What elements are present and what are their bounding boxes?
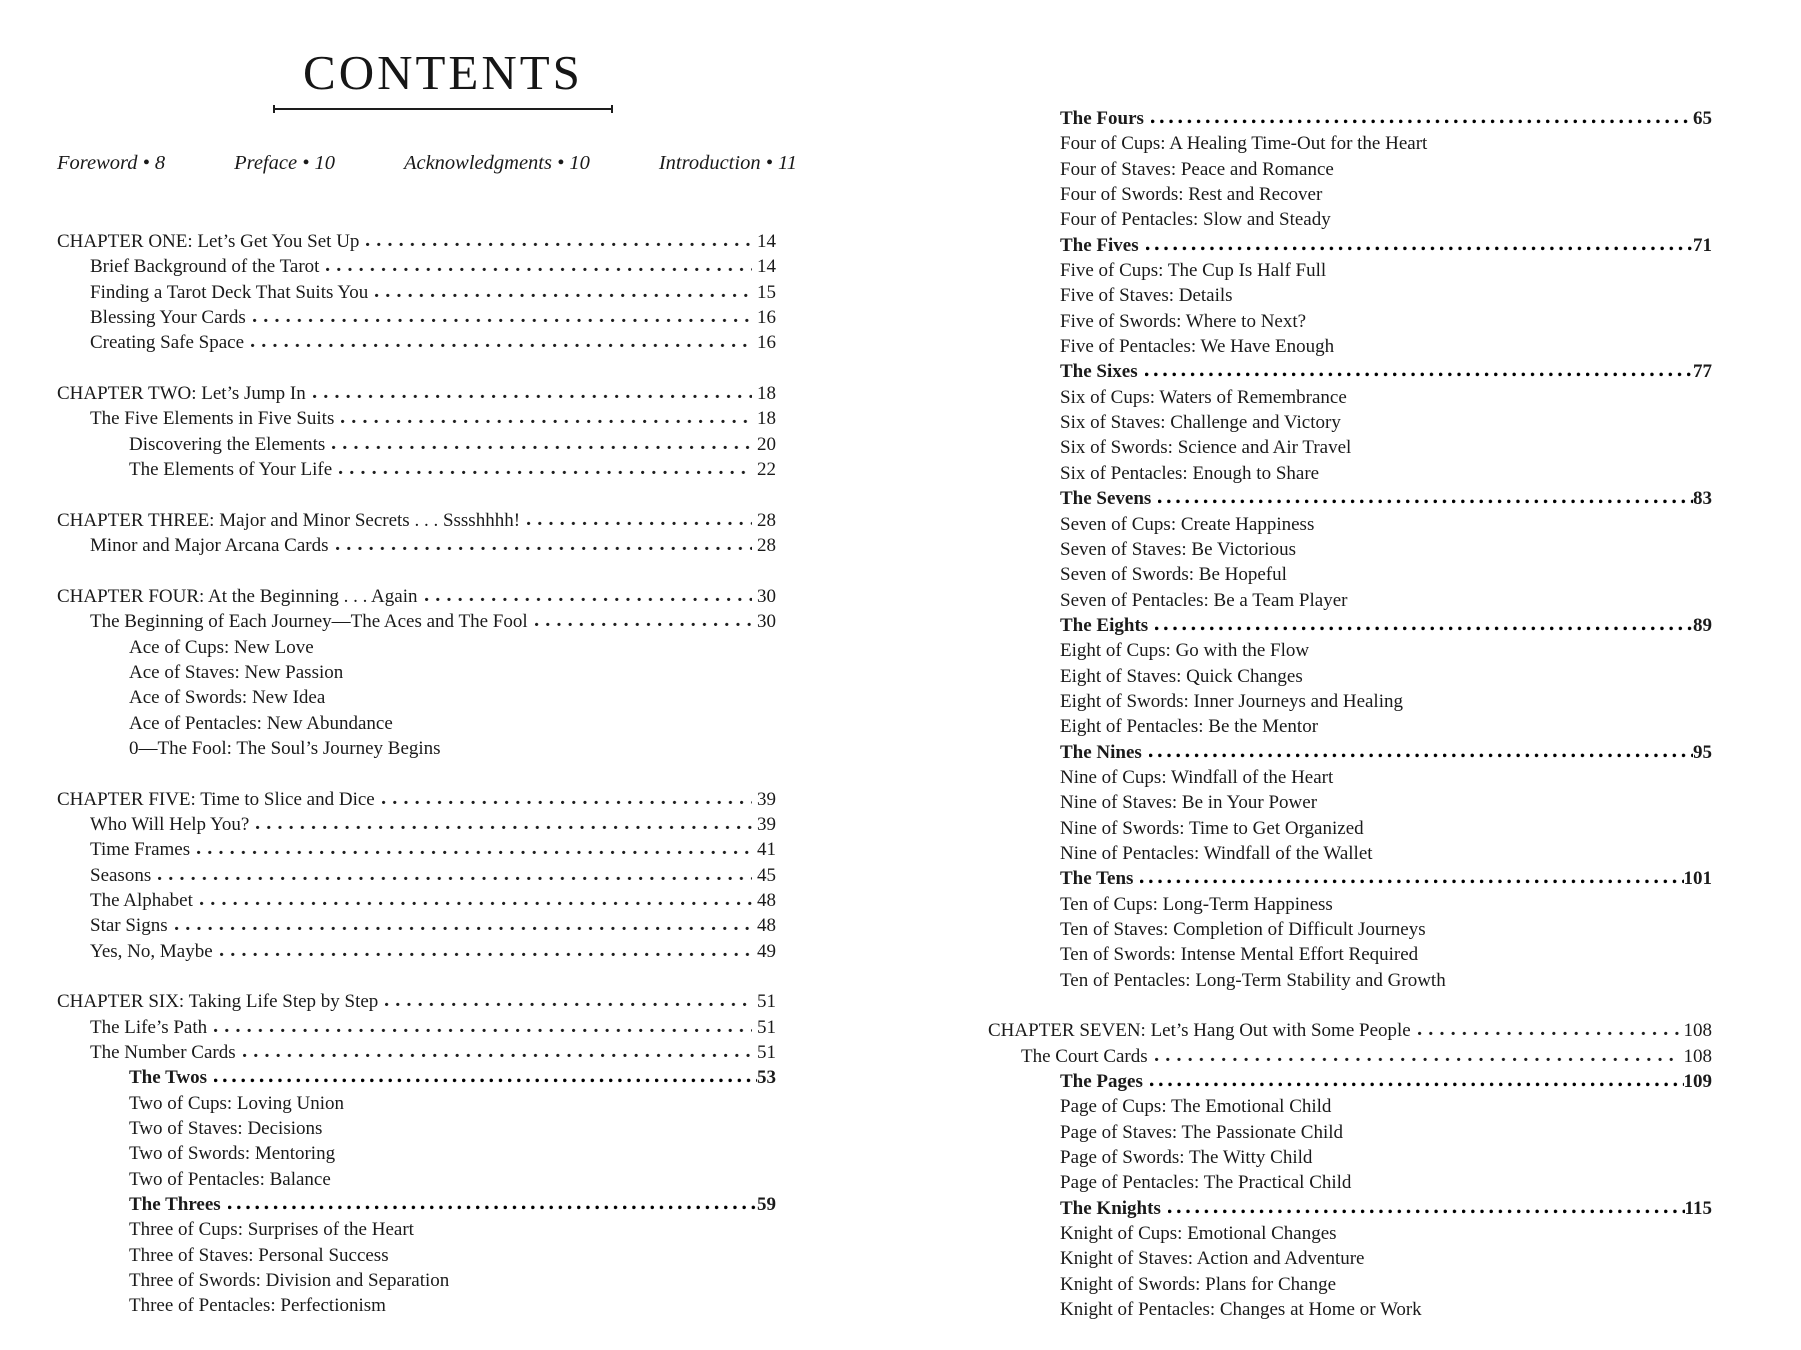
toc-entry xyxy=(988,334,1712,359)
toc-entry xyxy=(988,1170,1712,1195)
toc-entry xyxy=(57,736,776,761)
toc-entry xyxy=(988,157,1712,182)
toc-entry xyxy=(988,410,1712,435)
toc-entry-title: Six of Cups: Waters of Remembrance xyxy=(1060,386,1347,408)
toc-entry xyxy=(988,1297,1712,1322)
toc-entry xyxy=(988,613,1712,638)
toc-entry-title: Five of Staves: Details xyxy=(1060,285,1233,307)
toc-entry xyxy=(988,638,1712,663)
dot-leader xyxy=(1140,878,1683,884)
toc-entry xyxy=(57,229,776,254)
dot-leader xyxy=(1158,498,1693,504)
toc-entry-title: The Twos xyxy=(129,1067,207,1089)
toc-entry-title: The Nines xyxy=(1060,741,1142,763)
toc-entry-title: Page of Cups: The Emotional Child xyxy=(1060,1096,1332,1118)
toc-entry xyxy=(57,888,776,913)
toc-entry-page: 15 xyxy=(757,281,776,303)
toc-entry-title: Nine of Swords: Time to Get Organized xyxy=(1060,817,1364,839)
toc-entry-title: Knight of Swords: Plans for Change xyxy=(1060,1273,1337,1295)
toc-entry-title: Three of Cups: Surprises of the Heart xyxy=(129,1219,414,1241)
toc-entry-page: 14 xyxy=(757,231,776,252)
toc-entry xyxy=(57,1091,776,1116)
toc-entry xyxy=(988,841,1712,866)
toc-entry xyxy=(57,660,776,685)
toc-entry-title: CHAPTER THREE: Major and Minor Secrets . . . Sssshhhh! xyxy=(57,509,521,531)
toc-entry xyxy=(988,1044,1712,1069)
toc-section xyxy=(988,1018,1712,1322)
toc-entry-title: Yes, No, Maybe xyxy=(90,940,213,962)
toc-entry xyxy=(988,207,1712,232)
toc-entry-title: Time Frames xyxy=(90,839,191,861)
toc-entry-page: 39 xyxy=(757,788,776,810)
dot-leader xyxy=(1155,625,1693,631)
toc-entry-title: Four of Staves: Peace and Romance xyxy=(1060,158,1334,180)
toc-entry-page: 83 xyxy=(1693,488,1712,510)
toc-entry xyxy=(988,486,1712,511)
toc-entry-title: The Fives xyxy=(1060,234,1139,256)
dot-leader xyxy=(158,875,752,881)
toc-entry-page: 22 xyxy=(757,459,776,481)
toc-entry xyxy=(57,1293,776,1318)
dot-leader xyxy=(214,1077,757,1083)
toc-entry-title: Two of Cups: Loving Union xyxy=(129,1092,345,1114)
dot-leader xyxy=(385,1001,752,1007)
dot-leader xyxy=(366,241,752,247)
toc-entry-page: 41 xyxy=(757,839,776,861)
toc-entry-title: The Knights xyxy=(1060,1197,1161,1219)
front-matter xyxy=(57,152,797,175)
toc-entry-title: Knight of Cups: Emotional Changes xyxy=(1060,1223,1337,1245)
toc-entry-page: 45 xyxy=(757,864,776,886)
toc-entry-title: Knight of Pentacles: Changes at Home or Work xyxy=(1060,1299,1422,1321)
dot-leader xyxy=(251,342,752,348)
toc-entry xyxy=(988,740,1712,765)
toc-entry-title: The Alphabet xyxy=(90,889,193,911)
toc-entry xyxy=(988,435,1712,460)
toc-entry xyxy=(988,714,1712,739)
toc-entry xyxy=(988,385,1712,410)
toc-entry xyxy=(988,1069,1712,1094)
toc-entry-page: 77 xyxy=(1693,361,1712,383)
toc-entry-title: Who Will Help You? xyxy=(90,813,250,835)
toc-entry-title: Page of Pentacles: The Practical Child xyxy=(1060,1172,1352,1194)
toc-entry-title: Star Signs xyxy=(90,915,168,937)
toc-entry xyxy=(988,182,1712,207)
toc-entry-title: Two of Staves: Decisions xyxy=(129,1118,323,1140)
toc-entry-page: 39 xyxy=(757,813,776,835)
toc-entry xyxy=(57,508,776,533)
dot-leader xyxy=(214,1027,752,1033)
page-title: CONTENTS xyxy=(303,45,583,100)
toc-entry xyxy=(57,584,776,609)
toc-entry-title: CHAPTER TWO: Let’s Jump In xyxy=(57,383,306,405)
dot-leader xyxy=(1168,1208,1685,1214)
toc-entry-title: Eight of Pentacles: Be the Mentor xyxy=(1060,716,1319,738)
toc-right-column xyxy=(988,106,1712,1323)
toc-entry xyxy=(57,787,776,812)
toc-entry-page: 108 xyxy=(1683,1020,1712,1042)
toc-entry xyxy=(57,1243,776,1268)
dot-leader xyxy=(256,824,752,830)
toc-entry xyxy=(988,968,1712,993)
toc-entry xyxy=(988,588,1712,613)
toc-entry xyxy=(988,258,1712,283)
toc-entry xyxy=(988,917,1712,942)
toc-entry-page: 53 xyxy=(757,1067,776,1089)
toc-section xyxy=(57,989,776,1318)
dot-leader xyxy=(243,1052,752,1058)
toc-entry-title: Seven of Staves: Be Victorious xyxy=(1060,538,1296,560)
toc-entry xyxy=(57,1040,776,1065)
toc-entry xyxy=(57,330,776,355)
toc-entry xyxy=(57,254,776,279)
toc-entry-title: Ten of Pentacles: Long-Term Stability and Growth xyxy=(1060,969,1446,991)
dot-leader xyxy=(336,545,753,551)
toc-entry xyxy=(57,1192,776,1217)
toc-entry xyxy=(57,1268,776,1293)
toc-entry-title: Four of Swords: Rest and Recover xyxy=(1060,184,1323,206)
toc-entry-title: Blessing Your Cards xyxy=(90,307,246,329)
front-matter-item: Foreword • 8 xyxy=(57,152,166,174)
toc-entry-page: 20 xyxy=(757,433,776,455)
toc-entry xyxy=(988,942,1712,967)
toc-entry-title: Page of Swords: The Witty Child xyxy=(1060,1147,1313,1169)
toc-entry-page: 89 xyxy=(1693,614,1712,636)
toc-entry-page: 115 xyxy=(1684,1197,1712,1219)
toc-entry-page: 30 xyxy=(757,585,776,607)
toc-section xyxy=(988,106,1712,993)
toc-entry-page: 59 xyxy=(757,1194,776,1216)
dot-leader xyxy=(220,951,752,957)
toc-entry-title: Ten of Staves: Completion of Difficult Journeys xyxy=(1060,919,1426,940)
dot-leader xyxy=(1418,1030,1679,1036)
dot-leader xyxy=(527,520,752,526)
toc-entry xyxy=(57,1167,776,1192)
toc-entry xyxy=(988,1246,1712,1271)
toc-entry-title: The Sixes xyxy=(1060,361,1138,383)
toc-entry-title: The Beginning of Each Journey—The Aces and The Fool xyxy=(90,611,528,633)
toc-entry xyxy=(988,283,1712,308)
toc-entry-title: Creating Safe Space xyxy=(90,332,245,354)
toc-entry xyxy=(988,359,1712,384)
toc-entry xyxy=(988,664,1712,689)
toc-entry xyxy=(57,533,776,558)
toc-entry xyxy=(988,1145,1712,1170)
toc-entry xyxy=(57,913,776,938)
toc-entry xyxy=(988,765,1712,790)
toc-entry-page: 109 xyxy=(1683,1071,1712,1093)
toc-entry-title: Six of Staves: Challenge and Victory xyxy=(1060,412,1341,434)
toc-entry-title: Seven of Pentacles: Be a Team Player xyxy=(1060,589,1348,611)
toc-section xyxy=(57,787,776,964)
toc-entry-title: Five of Cups: The Cup Is Half Full xyxy=(1060,260,1327,282)
toc-entry-title: Brief Background of the Tarot xyxy=(90,256,320,278)
toc-entry-page: 16 xyxy=(757,332,776,354)
title-underline-rule xyxy=(273,108,613,110)
dot-leader xyxy=(332,444,752,450)
toc-entry-title: Seasons xyxy=(90,864,152,886)
toc-entry-page: 65 xyxy=(1693,108,1712,129)
dot-leader xyxy=(341,418,752,424)
toc-entry-title: The Threes xyxy=(129,1194,221,1216)
toc-entry-title: Nine of Cups: Windfall of the Heart xyxy=(1060,766,1334,788)
toc-entry-title: Discovering the Elements xyxy=(129,433,326,455)
toc-entry-page: 28 xyxy=(757,509,776,531)
toc-entry-title: The Elements of Your Life xyxy=(129,459,333,481)
toc-entry xyxy=(57,837,776,862)
toc-entry-page: 51 xyxy=(757,991,776,1013)
toc-entry-title: The Number Cards xyxy=(90,1042,236,1063)
toc-entry-title: Ten of Cups: Long-Term Happiness xyxy=(1060,893,1333,915)
toc-entry-title: CHAPTER SEVEN: Let’s Hang Out with Some People xyxy=(988,1020,1411,1042)
toc-section xyxy=(57,229,776,356)
toc-entry xyxy=(57,685,776,710)
toc-entry-title: Seven of Swords: Be Hopeful xyxy=(1060,564,1287,586)
toc-entry-page: 51 xyxy=(757,1016,776,1038)
toc-entry-title: CHAPTER ONE: Let’s Get You Set Up xyxy=(57,231,360,252)
toc-entry-title: Two of Pentacles: Balance xyxy=(129,1168,331,1190)
toc-entry-page: 18 xyxy=(757,383,776,405)
toc-entry-page: 49 xyxy=(757,940,776,962)
toc-entry xyxy=(988,1120,1712,1145)
toc-entry-page: 101 xyxy=(1683,868,1712,890)
toc-entry-title: Ace of Pentacles: New Abundance xyxy=(129,712,393,734)
dot-leader xyxy=(197,849,752,855)
dot-leader xyxy=(1151,118,1693,124)
toc-entry-page: 30 xyxy=(757,611,776,633)
toc-entry xyxy=(57,989,776,1014)
toc-entry xyxy=(57,635,776,660)
toc-entry xyxy=(57,305,776,330)
toc-entry-page: 28 xyxy=(757,535,776,557)
toc-entry xyxy=(988,1272,1712,1297)
toc-entry xyxy=(988,1094,1712,1119)
toc-entry-title: The Court Cards xyxy=(1021,1045,1148,1067)
toc-entry-title: The Pages xyxy=(1060,1071,1143,1093)
toc-entry xyxy=(57,1015,776,1040)
toc-entry-page: 48 xyxy=(757,889,776,911)
dot-leader xyxy=(1150,1081,1684,1087)
toc-entry xyxy=(988,461,1712,486)
toc-entry xyxy=(57,280,776,305)
toc-entry-title: Five of Swords: Where to Next? xyxy=(1060,310,1307,332)
toc-entry-title: Four of Pentacles: Slow and Steady xyxy=(1060,209,1331,231)
toc-entry-title: Ace of Cups: New Love xyxy=(129,636,314,658)
dot-leader xyxy=(253,317,752,323)
toc-entry-title: The Sevens xyxy=(1060,488,1152,510)
toc-section xyxy=(57,508,776,559)
toc-entry-page: 108 xyxy=(1683,1045,1712,1067)
toc-entry-title: Three of Swords: Division and Separation xyxy=(129,1270,450,1292)
toc-entry xyxy=(57,457,776,482)
toc-entry-title: Six of Swords: Science and Air Travel xyxy=(1060,437,1352,459)
toc-entry xyxy=(988,790,1712,815)
toc-section xyxy=(57,381,776,482)
toc-entry-page: 18 xyxy=(757,408,776,430)
toc-entry xyxy=(57,939,776,964)
toc-entry xyxy=(57,711,776,736)
toc-entry-page: 14 xyxy=(757,256,776,278)
toc-entry xyxy=(988,1196,1712,1221)
dot-leader xyxy=(175,925,752,931)
toc-entry-title: The Fours xyxy=(1060,108,1144,129)
dot-leader xyxy=(375,292,752,298)
toc-entry-title: Five of Pentacles: We Have Enough xyxy=(1060,336,1335,358)
toc-entry xyxy=(988,537,1712,562)
toc-entry xyxy=(988,892,1712,917)
toc-entry xyxy=(988,309,1712,334)
dot-leader xyxy=(1149,752,1693,758)
toc-entry-title: 0—The Fool: The Soul’s Journey Begins xyxy=(129,737,441,759)
toc-entry-page: 48 xyxy=(757,915,776,937)
toc-entry-title: Eight of Cups: Go with the Flow xyxy=(1060,640,1310,662)
toc-entry-title: CHAPTER FOUR: At the Beginning . . . Again xyxy=(57,585,418,607)
dot-leader xyxy=(382,799,752,805)
toc-entry xyxy=(988,1221,1712,1246)
toc-entry xyxy=(57,432,776,457)
dot-leader xyxy=(313,393,752,399)
toc-entry-title: The Eights xyxy=(1060,614,1149,636)
toc-entry-title: The Five Elements in Five Suits xyxy=(90,408,335,430)
toc-entry xyxy=(988,1018,1712,1043)
dot-leader xyxy=(228,1204,757,1210)
toc-entry xyxy=(57,1141,776,1166)
toc-entry-title: The Life’s Path xyxy=(90,1016,208,1038)
toc-section xyxy=(57,584,776,761)
toc-left-column xyxy=(57,229,776,1319)
toc-entry-title: Two of Swords: Mentoring xyxy=(129,1143,336,1165)
toc-entry xyxy=(57,381,776,406)
dot-leader xyxy=(425,596,753,602)
toc-entry-title: Nine of Pentacles: Windfall of the Wallet xyxy=(1060,842,1373,864)
toc-entry-page: 71 xyxy=(1693,234,1712,256)
toc-entry-title: Three of Staves: Personal Success xyxy=(129,1244,389,1266)
toc-entry xyxy=(988,106,1712,131)
toc-entry-title: Eight of Staves: Quick Changes xyxy=(1060,665,1303,687)
toc-entry-title: Ten of Swords: Intense Mental Effort Required xyxy=(1060,944,1419,966)
dot-leader xyxy=(326,266,752,272)
toc-entry xyxy=(57,812,776,837)
toc-entry xyxy=(57,1116,776,1141)
toc-entry xyxy=(57,1065,776,1090)
toc-entry xyxy=(988,233,1712,258)
toc-entry-page: 95 xyxy=(1693,741,1712,763)
toc-entry-title: Finding a Tarot Deck That Suits You xyxy=(90,281,369,303)
dot-leader xyxy=(200,900,752,906)
dot-leader xyxy=(535,621,752,627)
toc-entry-title: Minor and Major Arcana Cards xyxy=(90,535,329,557)
toc-entry-title: Ace of Swords: New Idea xyxy=(129,687,326,709)
toc-entry-title: CHAPTER SIX: Taking Life Step by Step xyxy=(57,991,379,1013)
dot-leader xyxy=(1146,245,1693,251)
dot-leader xyxy=(1155,1056,1679,1062)
toc-entry-title: The Tens xyxy=(1060,868,1134,890)
toc-entry xyxy=(988,512,1712,537)
toc-entry xyxy=(988,562,1712,587)
toc-entry xyxy=(57,1217,776,1242)
toc-entry xyxy=(57,609,776,634)
toc-entry-title: Page of Staves: The Passionate Child xyxy=(1060,1121,1344,1143)
toc-entry-title: Seven of Cups: Create Happiness xyxy=(1060,513,1315,535)
toc-entry-title: Four of Cups: A Healing Time-Out for the Heart xyxy=(1060,133,1428,155)
toc-entry xyxy=(57,863,776,888)
toc-entry-title: Ace of Staves: New Passion xyxy=(129,661,344,683)
front-matter-item: Introduction • 11 xyxy=(658,152,797,174)
toc-entry xyxy=(57,406,776,431)
toc-entry xyxy=(988,131,1712,156)
toc-entry-title: Three of Pentacles: Perfectionism xyxy=(129,1295,386,1317)
toc-entry-page: 16 xyxy=(757,307,776,329)
toc-entry-title: Eight of Swords: Inner Journeys and Healing xyxy=(1060,690,1403,712)
dot-leader xyxy=(339,469,752,475)
toc-entry-page: 51 xyxy=(757,1042,776,1063)
toc-entry xyxy=(988,816,1712,841)
front-matter-item: Preface • 10 xyxy=(234,152,336,174)
toc-entry-title: Knight of Staves: Action and Adventure xyxy=(1060,1248,1365,1270)
toc-entry-title: Six of Pentacles: Enough to Share xyxy=(1060,462,1320,484)
toc-entry xyxy=(988,689,1712,714)
toc-entry xyxy=(988,866,1712,891)
dot-leader xyxy=(1145,371,1693,377)
front-matter-item: Acknowledgments • 10 xyxy=(403,152,590,174)
toc-entry-title: Nine of Staves: Be in Your Power xyxy=(1060,792,1318,814)
toc-entry-title: CHAPTER FIVE: Time to Slice and Dice xyxy=(57,788,375,810)
